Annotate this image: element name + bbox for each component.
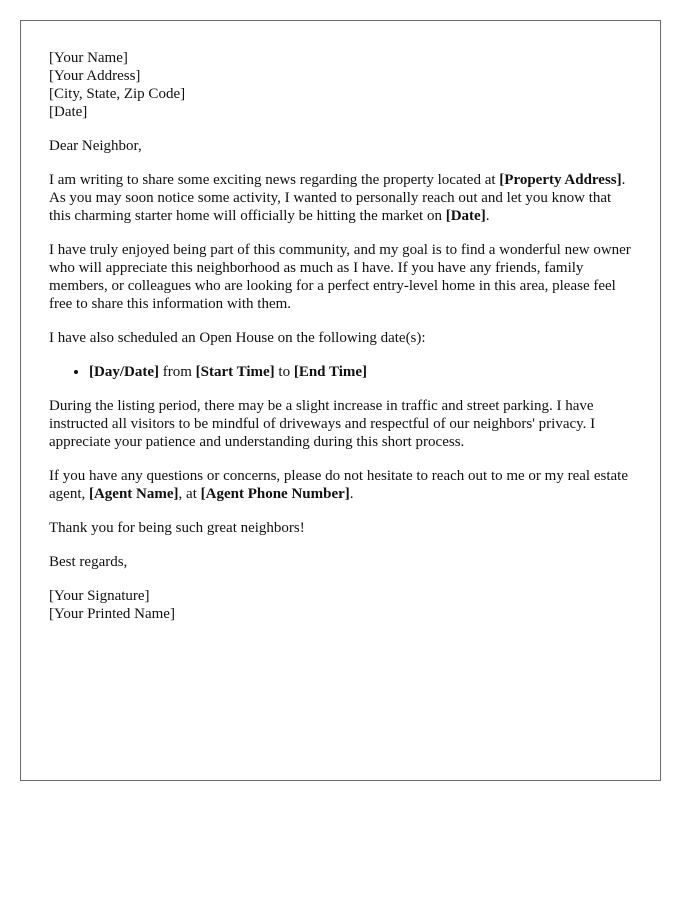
paragraph-announcement	[49, 171, 632, 225]
sender-date: [Date]	[49, 104, 88, 120]
property-address-placeholder: [Property Address]	[499, 172, 622, 188]
letter-body	[49, 49, 632, 623]
salutation: Dear Neighbor,	[49, 138, 142, 154]
printed-name-placeholder: [Your Printed Name]	[49, 606, 175, 622]
contact-text-3: .	[349, 486, 354, 502]
contact-text-1: If you have any questions or concerns, please do not hesitate to reach out to me or my real estate agent,	[49, 468, 628, 502]
letter-page	[20, 20, 661, 781]
announcement-text-2: . As you may soon notice some activity, I wanted to personally reach out and let you know that this charming starter home will officially be hitting the market on	[49, 172, 626, 224]
open-house-item	[89, 363, 632, 381]
listing-date-placeholder: [Date]	[445, 208, 486, 224]
announcement-text-1: I am writing to share some exciting news regarding the property located at	[49, 172, 500, 188]
paragraph-traffic-notice: During the listing period, there may be a slight increase in traffic and street parking. I have instructed all visitors to be mindful of driveways and respectful of our neighbors' privacy. I appreciate your patience and understanding during this short process.	[49, 398, 596, 450]
agent-phone-placeholder: [Agent Phone Number]	[200, 486, 350, 502]
sender-name: [Your Name]	[49, 50, 128, 66]
signature-placeholder: [Your Signature]	[49, 588, 150, 604]
open-house-to-text: to	[274, 364, 294, 380]
signature-block	[49, 587, 632, 623]
agent-name-placeholder: [Agent Name]	[88, 486, 179, 502]
open-house-end-placeholder: [End Time]	[293, 364, 368, 380]
paragraph-contact	[49, 467, 632, 503]
paragraph-community: I have truly enjoyed being part of this community, and my goal is to find a wonderful new owner who will appreciate this neighborhood as much as I have. If you have any friends, family members, or colleagues who are looking for a perfect entry-level home in this area, please feel free to share this information with them.	[49, 242, 631, 312]
open-house-day-placeholder: [Day/Date]	[89, 364, 159, 380]
paragraph-thanks: Thank you for being such great neighbors!	[49, 520, 305, 536]
closing: Best regards,	[49, 554, 128, 570]
open-house-list	[49, 363, 632, 381]
paragraph-open-house-intro: I have also scheduled an Open House on the following date(s):	[49, 330, 426, 346]
announcement-text-3: .	[485, 208, 490, 224]
open-house-from-text: from	[158, 364, 196, 380]
contact-text-2: , at	[178, 486, 201, 502]
sender-city-state-zip: [City, State, Zip Code]	[49, 86, 186, 102]
open-house-start-placeholder: [Start Time]	[195, 364, 275, 380]
sender-address: [Your Address]	[49, 68, 141, 84]
sender-address-block	[49, 49, 632, 121]
